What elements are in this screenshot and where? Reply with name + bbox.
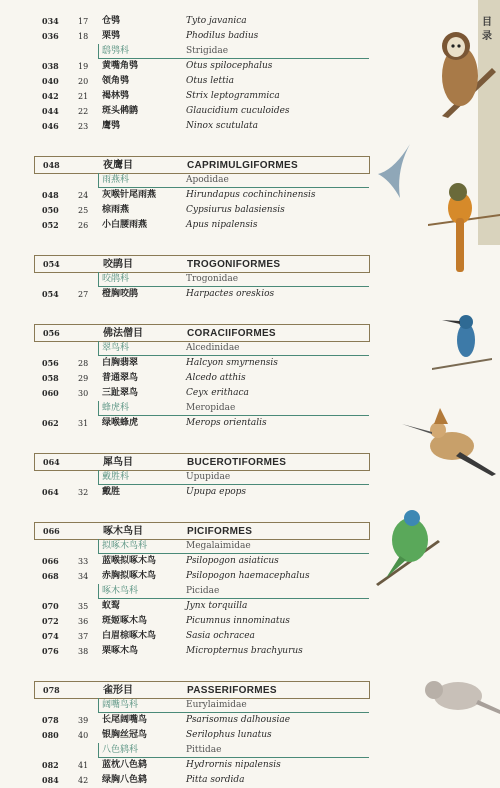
family-name-zh: 翠鸟科 (102, 343, 130, 353)
species-number: 26 (78, 221, 89, 230)
species-page: 074 (42, 631, 59, 641)
species-name-zh: 领角鸮 (102, 76, 130, 86)
species-page: 040 (42, 76, 59, 86)
species-entry[interactable] (34, 713, 370, 728)
species-name-latin: Serilophus lunatus (186, 730, 272, 740)
species-entry[interactable] (34, 644, 370, 659)
order-name-zh: 啄木鸟目 (103, 526, 143, 537)
order-name-latin: CAPRIMULGIFORMES (187, 160, 298, 171)
species-number: 34 (78, 572, 89, 581)
species-page: 042 (42, 91, 59, 101)
species-name-latin: Alcedo atthis (186, 373, 246, 383)
family-name-latin: Picidae (186, 586, 220, 596)
species-page: 036 (42, 31, 59, 41)
species-name-latin: Strix leptogrammica (186, 91, 280, 101)
species-name-zh: 蚁䴕 (102, 601, 121, 611)
order-name-latin: CORACIIFORMES (187, 328, 276, 339)
species-number: 21 (78, 92, 89, 101)
family-name-latin: Pittidae (186, 745, 222, 755)
species-name-zh: 白眉棕啄木鸟 (102, 631, 157, 641)
species-number: 28 (78, 359, 89, 368)
order-heading[interactable] (34, 156, 370, 173)
family-heading[interactable] (34, 272, 370, 287)
family-underline (98, 743, 369, 758)
species-page: 068 (42, 571, 59, 581)
order-name-zh: 犀鸟目 (103, 457, 133, 468)
trogon-illustration (428, 178, 500, 274)
species-number: 18 (78, 32, 89, 41)
species-name-latin: Picumnus innominatus (186, 616, 290, 626)
family-name-latin: Eurylaimidae (186, 700, 247, 710)
contents-tab-label: 目 录 (482, 17, 492, 42)
species-page: 064 (42, 487, 59, 497)
species-entry[interactable] (34, 629, 370, 644)
species-name-zh: 银胸丝冠鸟 (102, 730, 148, 740)
order-heading[interactable] (34, 522, 370, 539)
order-heading[interactable] (34, 324, 370, 341)
section-spacer (34, 431, 370, 453)
species-name-zh: 栗鸮 (102, 31, 121, 41)
species-entry[interactable] (34, 371, 370, 386)
species-name-latin: Micropternus brachyurus (186, 646, 303, 656)
species-name-latin: Halcyon smyrnensis (186, 358, 278, 368)
species-number: 23 (78, 122, 89, 131)
family-name-zh: 雨燕科 (102, 175, 130, 185)
species-name-zh: 长尾阔嘴鸟 (102, 715, 148, 725)
species-entry[interactable] (34, 14, 370, 29)
species-entry[interactable] (34, 188, 370, 203)
species-name-zh: 绿喉蜂虎 (102, 418, 139, 428)
family-name-latin: Trogonidae (186, 274, 239, 284)
order-box (34, 522, 370, 540)
order-page: 064 (43, 457, 60, 467)
species-page: 062 (42, 418, 59, 428)
species-number: 31 (78, 419, 89, 428)
barn-owl-illustration (432, 28, 500, 118)
species-name-latin: Phodilus badius (186, 31, 259, 41)
species-name-zh: 白胸翡翠 (102, 358, 139, 368)
order-page: 078 (43, 685, 60, 695)
species-name-zh: 栗啄木鸟 (102, 646, 139, 656)
section-spacer (34, 500, 370, 522)
species-name-zh: 普通翠鸟 (102, 373, 139, 383)
species-entry[interactable] (34, 728, 370, 743)
species-name-latin: Psilopogon asiaticus (186, 556, 279, 566)
species-name-zh: 棕雨燕 (102, 205, 130, 215)
species-name-latin: Psarisomus dalhousiae (186, 715, 291, 725)
species-page: 070 (42, 601, 59, 611)
order-box (34, 156, 370, 174)
family-name-zh: 阔嘴鸟科 (102, 700, 139, 710)
species-name-latin: Apus nipalensis (186, 220, 258, 230)
order-name-zh: 咬鹃目 (103, 259, 133, 270)
species-number: 35 (78, 602, 89, 611)
species-name-zh: 黄嘴角鸮 (102, 61, 139, 71)
section-spacer (34, 134, 370, 156)
species-number: 32 (78, 488, 89, 497)
species-page: 054 (42, 289, 59, 299)
species-number: 37 (78, 632, 89, 641)
species-number: 25 (78, 206, 89, 215)
section-spacer (34, 659, 370, 681)
family-name-zh: 蜂虎科 (102, 403, 130, 413)
species-name-zh: 鹰鸮 (102, 121, 121, 131)
family-name-latin: Upupidae (186, 472, 231, 482)
family-name-latin: Strigidae (186, 46, 229, 56)
swift-illustration (370, 140, 416, 202)
species-name-zh: 斑头鸺鹠 (102, 106, 139, 116)
species-number: 29 (78, 374, 89, 383)
order-heading[interactable] (34, 255, 370, 272)
family-underline (98, 173, 369, 188)
species-entry[interactable] (34, 758, 370, 773)
family-heading[interactable] (34, 401, 370, 416)
order-name-latin: PICIFORMES (187, 526, 253, 537)
species-name-latin: Hydrornis nipalensis (186, 760, 281, 770)
order-box (34, 255, 370, 273)
order-name-latin: BUCEROTIFORMES (187, 457, 287, 468)
species-page: 050 (42, 205, 59, 215)
species-number: 36 (78, 617, 89, 626)
species-page: 078 (42, 715, 59, 725)
family-name-zh: 戴胜科 (102, 472, 130, 482)
family-heading[interactable] (34, 470, 370, 485)
hoopoe-illustration (400, 402, 500, 478)
species-page: 084 (42, 775, 59, 785)
species-name-zh: 斑姬啄木鸟 (102, 616, 148, 626)
species-page: 048 (42, 190, 59, 200)
species-name-zh: 仓鸮 (102, 16, 121, 26)
species-page: 076 (42, 646, 59, 656)
species-name-zh: 蓝喉拟啄木鸟 (102, 556, 157, 566)
family-name-latin: Alcedinidae (186, 343, 240, 353)
species-number: 41 (78, 761, 89, 770)
species-number: 33 (78, 557, 89, 566)
species-number: 27 (78, 290, 89, 299)
species-name-latin: Upupa epops (186, 487, 247, 497)
species-name-latin: Pitta sordida (186, 775, 245, 785)
family-name-zh: 八色鸫科 (102, 745, 139, 755)
species-entry[interactable] (34, 569, 370, 584)
species-name-latin: Ceyx erithaca (186, 388, 249, 398)
family-name-latin: Meropidae (186, 403, 236, 413)
species-name-latin: Harpactes oreskios (186, 289, 275, 299)
order-box (34, 324, 370, 342)
order-name-zh: 夜鹰目 (103, 160, 133, 171)
order-heading[interactable] (34, 453, 370, 470)
family-name-zh: 拟啄木鸟科 (102, 541, 148, 551)
species-name-latin: Merops orientalis (186, 418, 267, 428)
family-heading[interactable] (34, 698, 370, 713)
species-number: 22 (78, 107, 89, 116)
species-entry[interactable] (34, 29, 370, 44)
species-page: 034 (42, 16, 59, 26)
species-name-zh: 橙胸咬鹃 (102, 289, 139, 299)
species-entry[interactable] (34, 614, 370, 629)
family-name-zh: 啄木鸟科 (102, 586, 139, 596)
species-page: 044 (42, 106, 59, 116)
species-entry[interactable] (34, 554, 370, 569)
species-name-latin: Cypsiurus balasiensis (186, 205, 285, 215)
species-name-zh: 蓝枕八色鸫 (102, 760, 148, 770)
species-page: 080 (42, 730, 59, 740)
species-name-latin: Otus spilocephalus (186, 61, 273, 71)
species-entry[interactable] (34, 104, 370, 119)
species-name-zh: 小白腰雨燕 (102, 220, 148, 230)
species-entry[interactable] (34, 773, 370, 788)
species-entry[interactable] (34, 203, 370, 218)
species-name-zh: 三趾翠鸟 (102, 388, 139, 398)
species-name-zh: 赤胸拟啄木鸟 (102, 571, 157, 581)
species-page: 056 (42, 358, 59, 368)
species-entry[interactable] (34, 74, 370, 89)
family-heading[interactable] (34, 341, 370, 356)
species-page: 066 (42, 556, 59, 566)
order-page: 054 (43, 259, 60, 269)
species-number: 38 (78, 647, 89, 656)
family-underline (98, 584, 369, 599)
species-entry[interactable] (34, 386, 370, 401)
species-page: 038 (42, 61, 59, 71)
species-number: 40 (78, 731, 89, 740)
species-entry[interactable] (34, 287, 370, 302)
family-name-latin: Megalaimidae (186, 541, 251, 551)
family-name-zh: 咬鹃科 (102, 274, 130, 284)
family-heading[interactable] (34, 584, 370, 599)
barbet-illustration (372, 500, 442, 590)
order-box (34, 681, 370, 699)
species-number: 17 (78, 17, 89, 26)
species-number: 24 (78, 191, 89, 200)
species-name-latin: Psilopogon haemacephalus (186, 571, 310, 581)
species-page: 060 (42, 388, 59, 398)
species-entry[interactable] (34, 356, 370, 371)
species-name-latin: Otus lettia (186, 76, 234, 86)
section-spacer (34, 233, 370, 255)
species-entry[interactable] (34, 59, 370, 74)
family-heading[interactable] (34, 539, 370, 554)
order-name-latin: PASSERIFORMES (187, 685, 277, 696)
species-page: 072 (42, 616, 59, 626)
order-page: 056 (43, 328, 60, 338)
species-page: 052 (42, 220, 59, 230)
species-name-latin: Ninox scutulata (186, 121, 258, 131)
family-heading[interactable] (34, 173, 370, 188)
species-name-zh: 绿胸八色鸫 (102, 775, 148, 785)
species-name-zh: 褐林鸮 (102, 91, 130, 101)
species-page: 058 (42, 373, 59, 383)
order-page: 066 (43, 526, 60, 536)
species-name-latin: Sasia ochracea (186, 631, 255, 641)
species-number: 19 (78, 62, 89, 71)
species-entry[interactable] (34, 485, 370, 500)
species-entry[interactable] (34, 218, 370, 233)
species-number: 42 (78, 776, 89, 785)
species-page: 082 (42, 760, 59, 770)
family-heading[interactable] (34, 44, 370, 59)
species-entry[interactable] (34, 89, 370, 104)
kingfisher-illustration (432, 304, 500, 374)
species-name-latin: Tyto javanica (186, 16, 247, 26)
order-name-zh: 雀形目 (103, 685, 133, 696)
species-entry[interactable] (34, 119, 370, 134)
order-heading[interactable] (34, 681, 370, 698)
family-heading[interactable] (34, 743, 370, 758)
species-number: 20 (78, 77, 89, 86)
species-page: 046 (42, 121, 59, 131)
species-name-latin: Jynx torquilla (186, 601, 248, 611)
species-name-latin: Glaucidium cuculoides (186, 106, 290, 116)
family-underline (98, 470, 369, 485)
broadbill-illustration (418, 666, 500, 726)
species-number: 39 (78, 716, 89, 725)
order-name-zh: 佛法僧目 (103, 328, 143, 339)
species-entry[interactable] (34, 416, 370, 431)
order-name-latin: TROGONIFORMES (187, 259, 281, 270)
family-underline (98, 44, 369, 59)
species-name-zh: 灰喉针尾雨燕 (102, 190, 157, 200)
order-box (34, 453, 370, 471)
species-name-latin: Hirundapus cochinchinensis (186, 190, 316, 200)
species-entry[interactable] (34, 599, 370, 614)
table-of-contents (34, 14, 370, 788)
family-name-zh: 鸱鸮科 (102, 46, 130, 56)
section-spacer (34, 302, 370, 324)
species-name-zh: 戴胜 (102, 487, 121, 497)
order-page: 048 (43, 160, 60, 170)
family-name-latin: Apodidae (186, 175, 229, 185)
species-number: 30 (78, 389, 89, 398)
